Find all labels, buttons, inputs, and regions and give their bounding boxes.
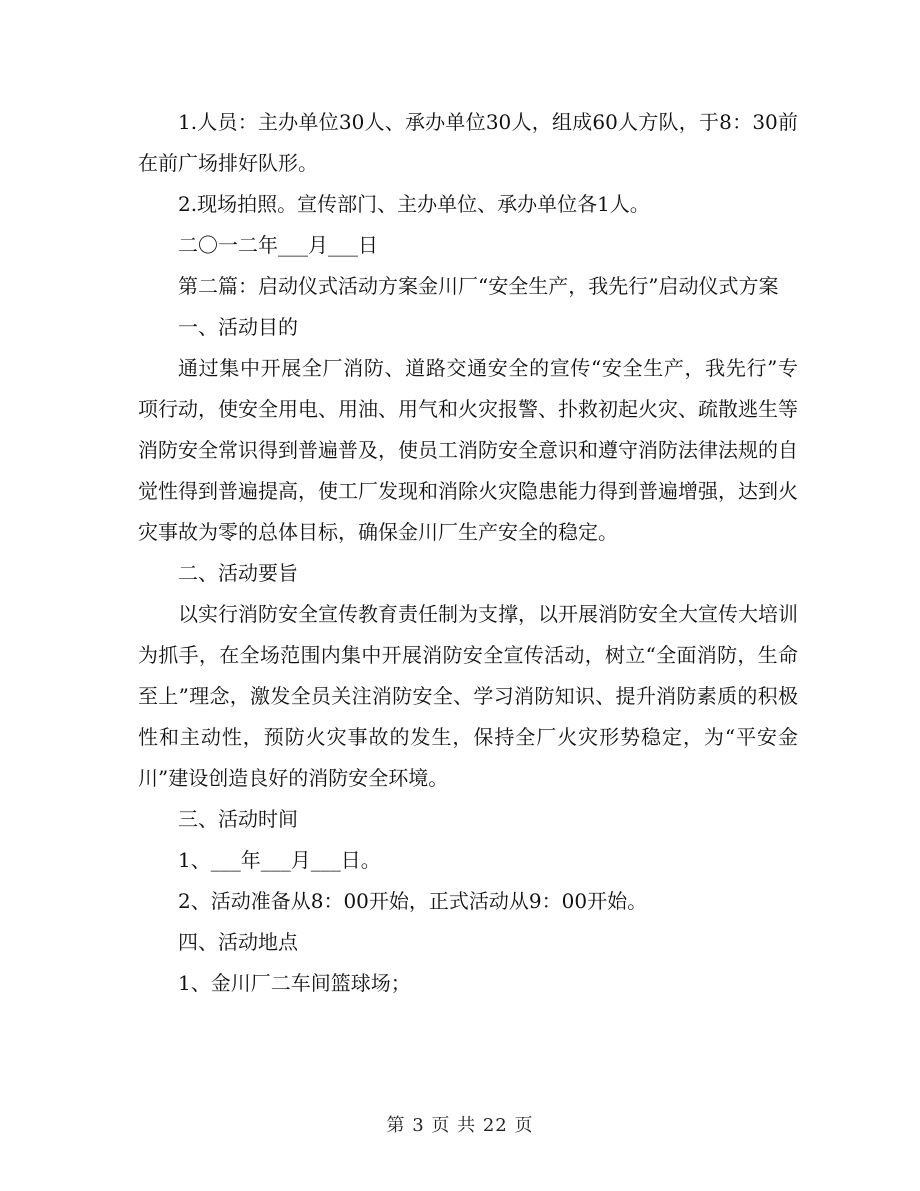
- paragraph-photography: 2.现场拍照。宣传部门、主办单位、承办单位各1人。: [178, 192, 650, 216]
- paragraph-time-schedule: 2、活动准备从8：00开始，正式活动从9：00开始。: [178, 889, 648, 913]
- paragraph-location: 1、金川厂二车间篮球场；: [178, 971, 411, 995]
- heading-time: 三、活动时间: [178, 807, 298, 831]
- paragraph-second-chapter-title: 第二篇：启动仪式活动方案金川厂“安全生产，我先行”启动仪式方案: [178, 274, 779, 298]
- paragraph-date: 二〇一二年___月___日: [178, 233, 378, 257]
- heading-principle: 二、活动要旨: [178, 561, 298, 585]
- paragraph-time-date: 1、___年___月___日。: [178, 848, 381, 872]
- paragraph-principle: 以实行消防安全宣传教育责任制为支撑，以开展消防安全大宣传大培训为抓手，在全场范围内集中开展消防安全宣传活动，树立“全面消防，生命至上”理念，激发全员关注消防安全、学习消防知识、提升消防素质的积极性和主动性，预防火灾事故的发生，保持全厂火灾形势稳定，为“平安金川”建设创造良好的消防安全环境。: [138, 602, 798, 790]
- page-number-footer: 第 3 页 共 22 页: [386, 1115, 534, 1136]
- heading-purpose: 一、活动目的: [178, 315, 298, 339]
- paragraph-personnel: 1.人员：主办单位30人、承办单位30人，组成60人方队，于8：30前在前广场排好队形。: [138, 110, 798, 175]
- heading-location: 四、活动地点: [178, 930, 298, 954]
- document-body: [138, 102, 798, 1004]
- paragraph-purpose: 通过集中开展全厂消防、道路交通安全的宣传“安全生产，我先行”专项行动，使安全用电、用油、用气和火灾报警、扑救初起火灾、疏散逃生等消防安全常识得到普遍普及，使员工消防安全意识和遵守消防法律法规的自觉性得到普遍提高，使工厂发现和消除火灾隐患能力得到普遍增强，达到火灾事故为零的总体目标，确保金川厂生产安全的稳定。: [138, 356, 798, 544]
